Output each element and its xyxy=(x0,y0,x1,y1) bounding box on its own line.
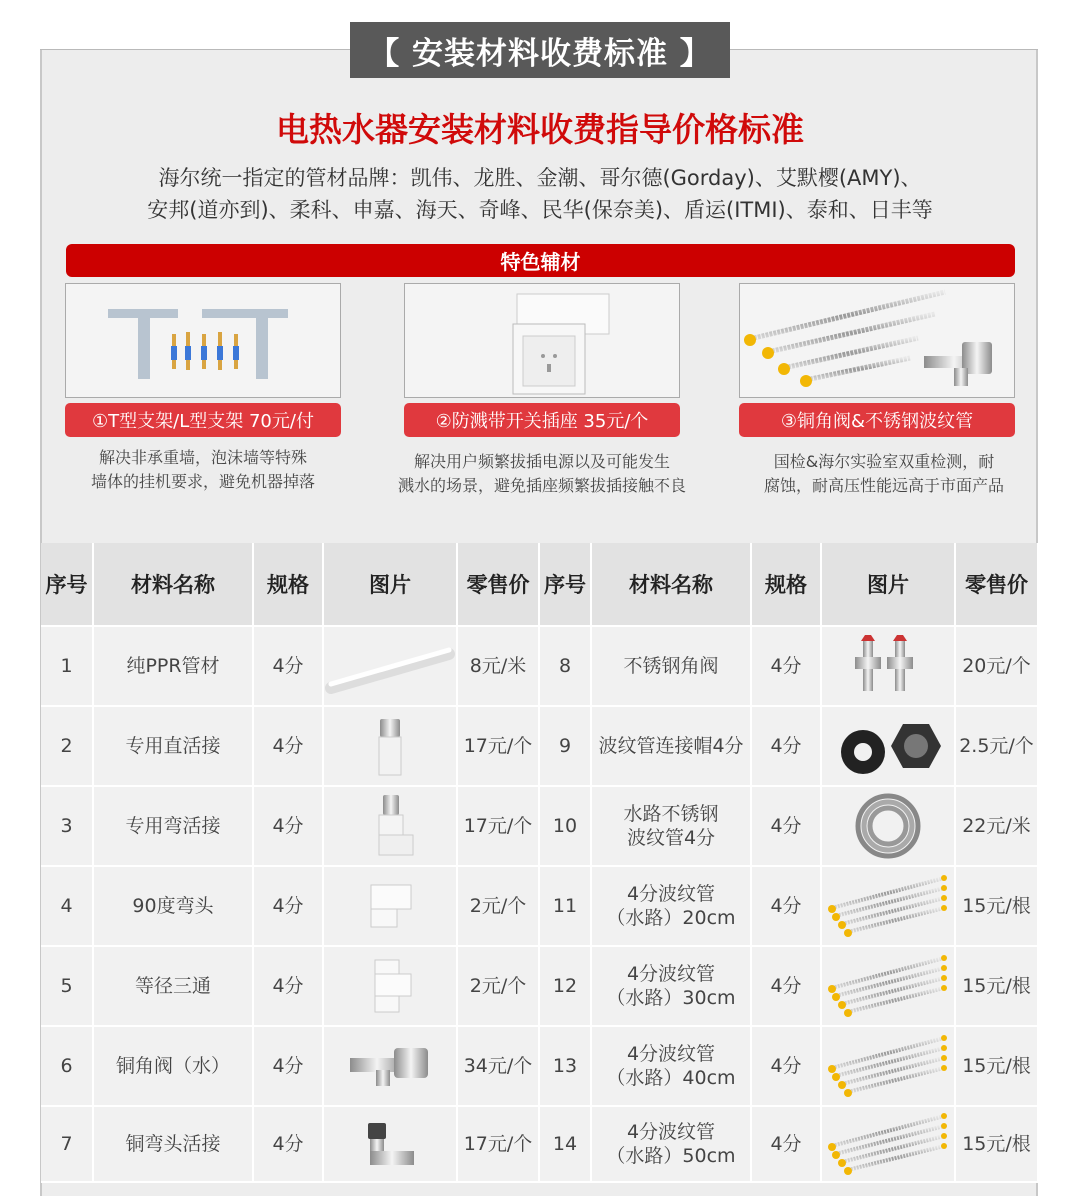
cell-name xyxy=(591,946,751,1026)
materials-table xyxy=(41,543,1039,1183)
cell-name-line: 4分波纹管 xyxy=(626,963,716,985)
cell-image xyxy=(323,706,457,786)
cell-no: 13 xyxy=(539,1026,591,1106)
hose-set-icon xyxy=(824,874,952,938)
table-row xyxy=(41,626,1038,706)
cell-price: 22元/米 xyxy=(955,786,1038,866)
cell-image xyxy=(323,866,457,946)
cell-name: 波纹管连接帽4分 xyxy=(591,706,751,786)
table-row xyxy=(41,866,1038,946)
feature-desc-socket xyxy=(370,450,714,498)
cell-name-line: 水路不锈钢 xyxy=(623,803,719,825)
cell-image xyxy=(323,626,457,706)
steel-angle-valve-icon xyxy=(853,633,923,699)
feature-desc-valve xyxy=(739,450,1029,498)
cell-name: 专用直活接 xyxy=(93,706,253,786)
page-title: 电热水器安装材料收费指导价格标准 xyxy=(276,110,804,149)
cell-no: 8 xyxy=(539,626,591,706)
col-header-no: 序号 xyxy=(41,543,93,626)
table-row xyxy=(41,706,1038,786)
cell-price: 17元/个 xyxy=(457,706,539,786)
cell-name: 专用弯活接 xyxy=(93,786,253,866)
feature-desc-line: 国检&海尔实验室双重检测，耐 xyxy=(773,452,995,471)
feature-label-bracket: ①T型支架/L型支架 70元/付 xyxy=(65,403,341,437)
cell-name xyxy=(591,786,751,866)
col-header-spec: 规格 xyxy=(253,543,323,626)
cell-image xyxy=(323,946,457,1026)
cell-spec: 4分 xyxy=(751,706,821,786)
col-header-price: 零售价 xyxy=(457,543,539,626)
col-header-spec: 规格 xyxy=(751,543,821,626)
cell-name: 等径三通 xyxy=(93,946,253,1026)
col-header-price: 零售价 xyxy=(955,543,1038,626)
hose-set-icon xyxy=(824,954,952,1018)
cell-name xyxy=(591,1106,751,1182)
col-header-name: 材料名称 xyxy=(591,543,751,626)
cell-image xyxy=(821,1106,955,1182)
cell-no: 4 xyxy=(41,866,93,946)
cell-name-line: 4分波纹管 xyxy=(626,1043,716,1065)
feature-card-bracket xyxy=(65,283,341,398)
ppr-pipe-icon xyxy=(325,636,455,696)
cell-name: 90度弯头 xyxy=(93,866,253,946)
feature-desc-line: 解决非承重墙，泡沫墙等特殊 xyxy=(98,448,307,467)
cell-spec: 4分 xyxy=(751,626,821,706)
cell-no: 7 xyxy=(41,1106,93,1182)
table-row xyxy=(41,1106,1038,1182)
cell-no: 12 xyxy=(539,946,591,1026)
cell-price: 17元/个 xyxy=(457,786,539,866)
cell-no: 11 xyxy=(539,866,591,946)
cell-price: 8元/米 xyxy=(457,626,539,706)
cell-price: 15元/根 xyxy=(955,1106,1038,1182)
cell-image xyxy=(821,706,955,786)
hose-coil-icon xyxy=(848,791,928,861)
section-banner: 【 安装材料收费标准 】 xyxy=(350,22,730,78)
cell-price: 2.5元/个 xyxy=(955,706,1038,786)
cell-no: 9 xyxy=(539,706,591,786)
copper-angle-valve-icon xyxy=(348,1044,432,1088)
cell-spec: 4分 xyxy=(253,786,323,866)
cell-name: 铜弯头活接 xyxy=(93,1106,253,1182)
cell-image xyxy=(821,866,955,946)
valve-hose-icon xyxy=(740,284,1015,398)
cell-image xyxy=(821,626,955,706)
cell-no: 3 xyxy=(41,786,93,866)
brands-line-2: 安邦(道亦到)、柔科、申嘉、海天、奇峰、民华(保奈美)、盾运(ITMI)、泰和、日丰等 xyxy=(147,198,933,222)
cell-image xyxy=(323,786,457,866)
cell-no: 1 xyxy=(41,626,93,706)
cell-image xyxy=(323,1026,457,1106)
cell-name: 不锈钢角阀 xyxy=(591,626,751,706)
feature-label-valve: ③铜角阀&不锈钢波纹管 xyxy=(739,403,1015,437)
cell-spec: 4分 xyxy=(253,1026,323,1106)
connector-cap-icon xyxy=(833,716,943,776)
cell-image xyxy=(821,1026,955,1106)
tee-icon xyxy=(365,956,415,1016)
cell-name-line: （水路）50cm xyxy=(606,1145,736,1167)
cell-spec: 4分 xyxy=(751,1106,821,1182)
cell-spec: 4分 xyxy=(253,946,323,1026)
table-header-row xyxy=(41,543,1038,626)
feature-desc-line: 溅水的场景，避免插座频繁拔插接触不良 xyxy=(397,476,686,495)
table-row xyxy=(41,1026,1038,1106)
feature-card-socket xyxy=(404,283,680,398)
cell-name-line: （水路）30cm xyxy=(606,987,736,1009)
table-row xyxy=(41,786,1038,866)
cell-price: 17元/个 xyxy=(457,1106,539,1182)
cell-name xyxy=(591,1026,751,1106)
splash-socket-icon xyxy=(405,284,680,398)
col-header-name: 材料名称 xyxy=(93,543,253,626)
cell-name-line: （水路）40cm xyxy=(606,1067,736,1089)
cell-spec: 4分 xyxy=(751,1026,821,1106)
col-header-image: 图片 xyxy=(323,543,457,626)
feature-label-socket: ②防溅带开关插座 35元/个 xyxy=(404,403,680,437)
cell-no: 6 xyxy=(41,1026,93,1106)
cell-spec: 4分 xyxy=(253,866,323,946)
col-header-image: 图片 xyxy=(821,543,955,626)
cell-no: 14 xyxy=(539,1106,591,1182)
cell-name-line: 4分波纹管 xyxy=(626,1121,716,1143)
straight-union-icon xyxy=(370,715,410,777)
cell-image xyxy=(821,946,955,1026)
feature-desc-line: 解决用户频繁拔插电源以及可能发生 xyxy=(413,452,670,471)
elbow-90-icon xyxy=(365,881,415,931)
cell-name: 纯PPR管材 xyxy=(93,626,253,706)
cell-spec: 4分 xyxy=(253,1106,323,1182)
cell-price: 20元/个 xyxy=(955,626,1038,706)
cell-name-line: （水路）20cm xyxy=(606,907,736,929)
feature-bar: 特色辅材 xyxy=(66,244,1015,277)
feature-desc-line: 墙体的挂机要求，避免机器掉落 xyxy=(90,472,315,491)
cell-price: 2元/个 xyxy=(457,866,539,946)
cell-no: 10 xyxy=(539,786,591,866)
cell-name-line: 波纹管4分 xyxy=(626,827,716,849)
cell-image xyxy=(323,1106,457,1182)
cell-price: 15元/根 xyxy=(955,946,1038,1026)
cell-price: 2元/个 xyxy=(457,946,539,1026)
cell-no: 2 xyxy=(41,706,93,786)
hose-set-icon xyxy=(824,1112,952,1176)
hose-set-icon xyxy=(824,1034,952,1098)
feature-desc-bracket xyxy=(65,446,341,494)
col-header-no: 序号 xyxy=(539,543,591,626)
cell-spec: 4分 xyxy=(751,786,821,866)
cell-name: 铜角阀（水） xyxy=(93,1026,253,1106)
bracket-icon xyxy=(66,284,341,398)
brands-line-1: 海尔统一指定的管材品牌：凯伟、龙胜、金潮、哥尔德(Gorday)、艾默樱(AMY)、 xyxy=(158,166,922,190)
cell-name-line: 4分波纹管 xyxy=(626,883,716,905)
table-row xyxy=(41,946,1038,1026)
cell-spec: 4分 xyxy=(751,946,821,1026)
elbow-union-icon xyxy=(365,793,415,859)
copper-elbow-icon xyxy=(362,1119,418,1169)
feature-desc-line: 腐蚀，耐高压性能远高于市面产品 xyxy=(763,476,1004,495)
cell-spec: 4分 xyxy=(253,626,323,706)
feature-card-valve xyxy=(739,283,1015,398)
cell-price: 15元/根 xyxy=(955,1026,1038,1106)
cell-image xyxy=(821,786,955,866)
cell-name xyxy=(591,866,751,946)
cell-no: 5 xyxy=(41,946,93,1026)
cell-spec: 4分 xyxy=(751,866,821,946)
cell-price: 34元/个 xyxy=(457,1026,539,1106)
cell-price: 15元/根 xyxy=(955,866,1038,946)
cell-spec: 4分 xyxy=(253,706,323,786)
